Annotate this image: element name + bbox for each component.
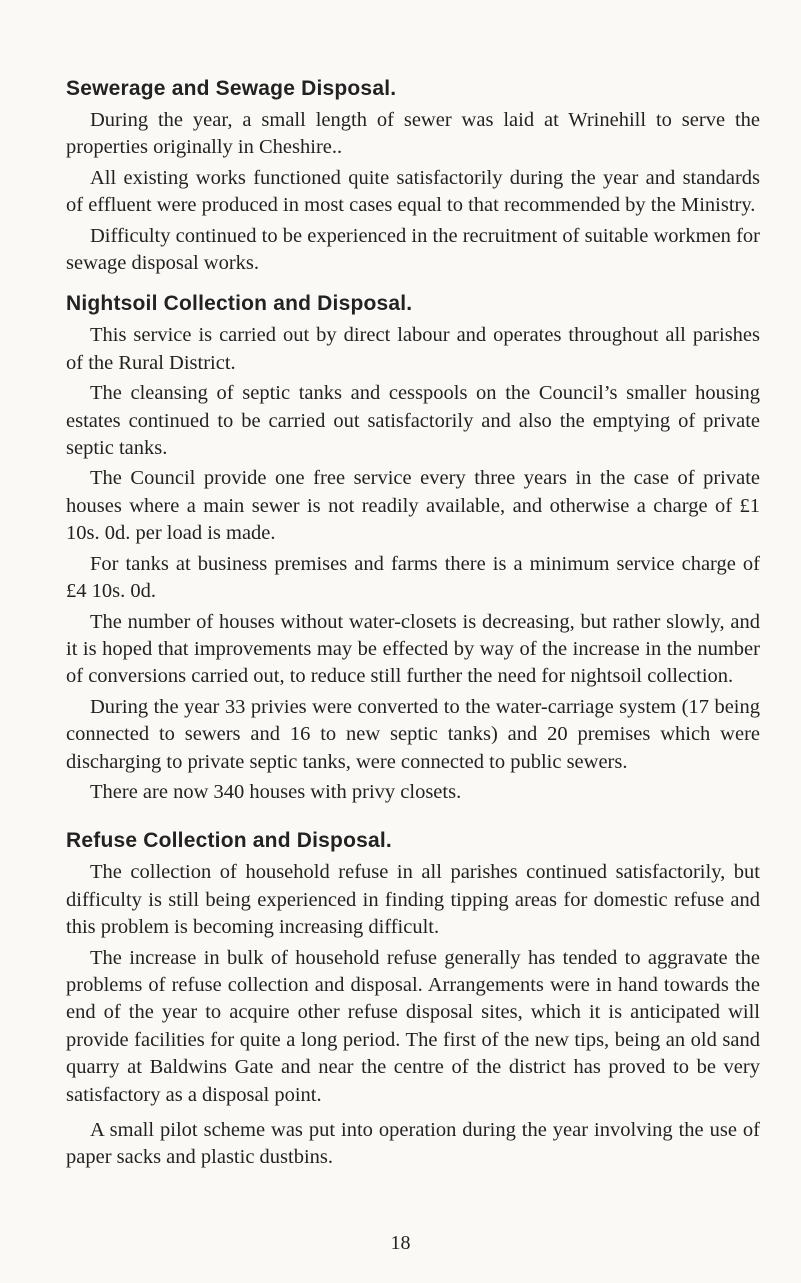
section-heading: Sewerage and Sewage Disposal. bbox=[66, 77, 397, 100]
paragraph: During the year, a small length of sewer was laid at Wrinehill to serve the properties originally in Cheshire.. bbox=[66, 109, 760, 159]
paragraph: Difficulty continued to be experienced in the recruitment of suitable workmen for sewage disposal works. bbox=[66, 224, 760, 275]
section-refuse bbox=[66, 828, 760, 1171]
paragraph: The Council provide one free service every three years in the case of private houses where a main sewer is not readily available, and otherwise a charge of £1 10s. 0d. per load is made. bbox=[66, 467, 760, 545]
paragraph: The cleansing of septic tanks and cesspools on the Council’s smaller housing estates continued to be carried out satisfactorily and also the emptying of private septic tanks. bbox=[66, 382, 760, 460]
page-number: 18 bbox=[390, 1232, 411, 1254]
paragraph: A small pilot scheme was put into operation during the year involving the use of paper sacks and plastic dustbins. bbox=[66, 1119, 760, 1169]
paragraph: The number of houses without water-closets is decreasing, but rather slowly, and it is hoped that improvements may be effected by way of the increase in the number of conversions carried out, to reduce still further the need for nightsoil collection. bbox=[66, 610, 760, 688]
section-nightsoil bbox=[66, 291, 760, 806]
paragraph: There are now 340 houses with privy closets. bbox=[90, 780, 462, 803]
section-heading: Nightsoil Collection and Disposal. bbox=[66, 292, 413, 316]
section-heading: Refuse Collection and Disposal. bbox=[66, 829, 392, 853]
paragraph: All existing works functioned quite satisfactorily during the year and standards of effluent were produced in most cases equal to that recommended by the Ministry. bbox=[66, 166, 760, 217]
document-page bbox=[66, 76, 760, 1186]
paragraph: The collection of household refuse in all parishes continued satisfactorily, but difficulty is still being experienced in finding tipping areas for domestic refuse and this problem is becoming increasing difficult. bbox=[66, 861, 760, 939]
paragraph: The increase in bulk of household refuse generally has tended to aggravate the problems of refuse collection and disposal. Arrangements were in hand towards the end of the year to acquire other refuse disposal sites, which it is anticipated will provide facilities for quite a long period. The first of the new tips, being an old sand quarry at Baldwins Gate and near the centre of the district has proved to be very satisfactory as a disposal point. bbox=[66, 946, 760, 1106]
paragraph: For tanks at business premises and farms there is a minimum service charge of £4 10s. 0d. bbox=[66, 552, 760, 603]
section-sewerage bbox=[66, 76, 760, 277]
paragraph: During the year 33 privies were converted to the water-carriage system (17 being connected to sewers and 16 to new septic tanks) and 20 premises which were discharging to private septic tanks, were connected to public sewers. bbox=[66, 695, 760, 773]
paragraph: This service is carried out by direct labour and operates throughout all parishes of the Rural District. bbox=[66, 324, 760, 374]
